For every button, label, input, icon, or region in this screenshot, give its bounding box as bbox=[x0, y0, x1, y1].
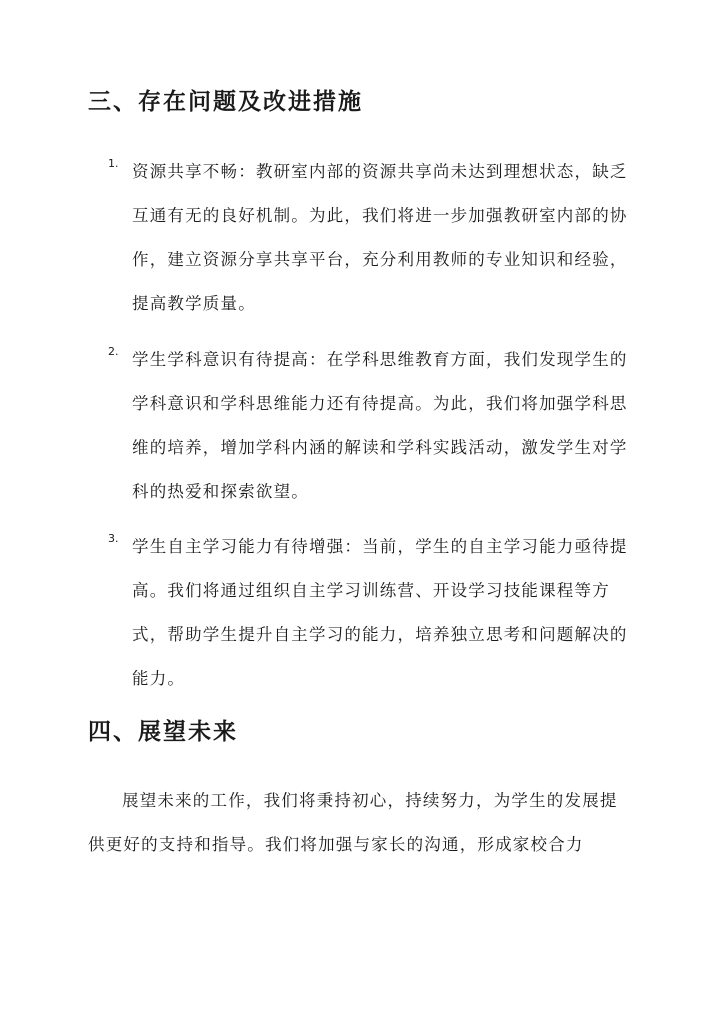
list-number: 2. bbox=[108, 345, 119, 358]
section-heading-problems: 三、存在问题及改进措施 bbox=[88, 89, 363, 115]
list-item-text: 学生自主学习能力有待增强：当前，学生的自主学习能力亟待提高。我们将通过组织自主学习训练营、开设学习技能课程等方式，帮助学生提升自主学习的能力，培养独立思考和问题解决的能力。 bbox=[132, 537, 628, 688]
section-heading-outlook: 四、展望未来 bbox=[88, 719, 238, 745]
list-item-text: 资源共享不畅：教研室内部的资源共享尚未达到理想状态，缺乏互通有无的良好机制。为此，我们将进一步加强教研室内部的协作，建立资源分享共享平台，充分利用教师的专业知识和经验，提高教学质量。 bbox=[132, 162, 628, 313]
list-number: 3. bbox=[108, 532, 119, 545]
outlook-paragraph: 展望未来的工作，我们将秉持初心，持续努力，为学生的发展提供更好的支持和指导。我们将加强与家长的沟通，形成家校合力 bbox=[88, 791, 618, 854]
list-number: 1. bbox=[108, 157, 119, 170]
list-item-text: 学生学科意识有待提高：在学科思维教育方面，我们发现学生的学科意识和学科思维能力还有待提高。为此，我们将加强学科思维的培养，增加学科内涵的解读和学科实践活动，激发学生对学科的热爱和探索欲望。 bbox=[132, 350, 628, 501]
